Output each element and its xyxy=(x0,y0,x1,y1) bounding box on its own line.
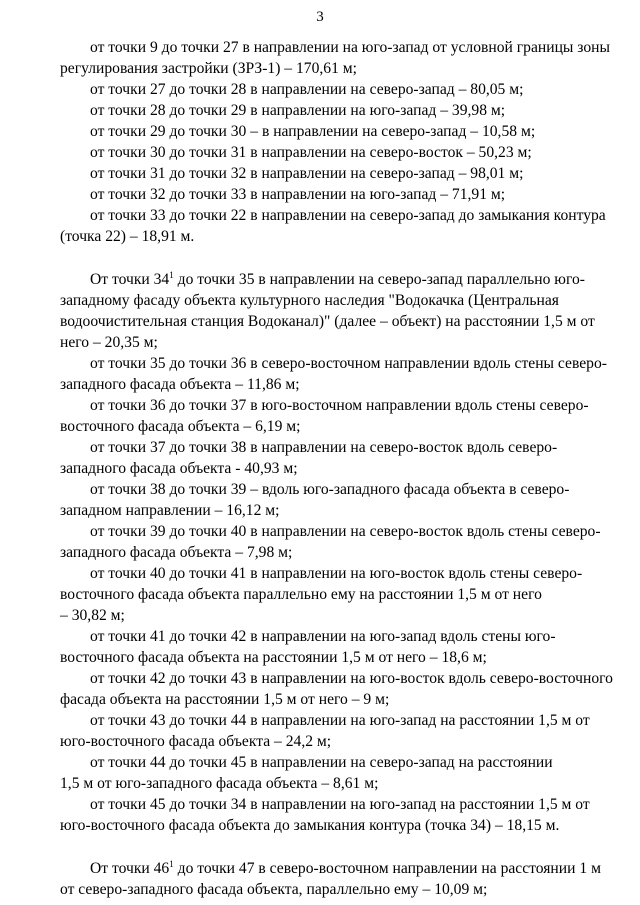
text-line: – 30,82 м; xyxy=(60,607,125,624)
text-span: до точки 35 в направлении на северо-запад параллельно юго- xyxy=(173,271,585,288)
text-line: от точки 27 до точки 28 в направлении на северо-запад – 80,05 м; xyxy=(90,81,524,98)
text-line: от точки 36 до точки 37 в юго-восточном направлении вдоль стены северо- xyxy=(90,397,589,414)
text-span: От точки 46 xyxy=(90,860,170,877)
text-line: от точки 31 до точки 32 в направлении на северо-запад – 98,01 м; xyxy=(90,165,524,182)
text-line: 1,5 м от юго-западного фасада объекта – 8,61 м; xyxy=(60,775,379,792)
text-line: от точки 45 до точки 34 в направлении на юго-запад на расстоянии 1,5 м от xyxy=(90,796,590,813)
text-line: западного фасада объекта - 40,93 м; xyxy=(60,460,298,477)
text-line: восточного фасада объекта – 6,19 м; xyxy=(60,418,301,435)
text-line: от точки 42 до точки 43 в направлении на юго-восток вдоль северо-восточного xyxy=(90,670,613,687)
text-line: восточного фасада объекта на расстоянии 1,5 м от него – 18,6 м; xyxy=(60,649,487,666)
document-body xyxy=(60,37,613,900)
text-line: (точка 22) – 18,91 м. xyxy=(60,228,195,245)
text-line: от точки 32 до точки 33 в направлении на юго-запад – 71,91 м; xyxy=(90,186,506,203)
text-line: от точки 40 до точки 41 в направлении на юго-восток вдоль стены северо- xyxy=(90,565,583,582)
text-line: него – 20,35 м; xyxy=(60,334,158,351)
text-line: от точки 43 до точки 44 в направлении на юго-запад на расстоянии 1,5 м от xyxy=(90,712,590,729)
text-line: от точки 28 до точки 29 в направлении на юго-запад – 39,98 м; xyxy=(90,102,506,119)
text-line xyxy=(90,37,610,58)
text-line: западному фасаду объекта культурного наследия "Водокачка (Центральная xyxy=(60,292,559,309)
text-line: от северо-западного фасада объекта, параллельно ему – 10,09 м; xyxy=(60,881,488,898)
text-line: восточного фасада объекта параллельно ему на расстоянии 1,5 м от него xyxy=(60,586,542,603)
text-line: от точки 35 до точки 36 в северо-восточном направлении вдоль стены северо- xyxy=(90,355,607,372)
superscript: 1 xyxy=(169,269,174,280)
text-line: водоочистительная станция Водоканал)" (далее – объект) на расстоянии 1,5 м от xyxy=(60,313,595,330)
paragraph-gap xyxy=(90,247,606,269)
text-line: от точки 41 до точки 42 в направлении на юго-запад вдоль стены юго- xyxy=(90,628,556,645)
text-line: юго-восточного фасада объекта – 24,2 м; xyxy=(60,733,332,750)
paragraph-gap xyxy=(90,836,606,858)
text-line: от точки 37 до точки 38 в направлении на северо-восток вдоль северо- xyxy=(90,439,558,456)
text-line: от точки 39 до точки 40 в направлении на северо-восток вдоль стены северо- xyxy=(90,523,601,540)
text-line: западного фасада объекта – 11,86 м; xyxy=(60,376,300,393)
text-line: от точки 29 до точки 30 – в направлении на северо-запад – 10,58 м; xyxy=(90,123,536,140)
text-line: от точки 38 до точки 39 – вдоль юго-западного фасада объекта в северо- xyxy=(90,481,570,498)
text-line: западном направлении – 16,12 м; xyxy=(60,502,280,519)
text-span: от точки 9 до точки 27 в направлении на юго-запад от условной границы зоны xyxy=(90,39,610,56)
text-line: от точки 44 до точки 45 в направлении на северо-запад на расстоянии xyxy=(90,754,553,771)
text-line xyxy=(90,858,606,879)
text-span: до точки 47 в северо-восточном направлении на расстоянии 1 м xyxy=(173,860,601,877)
text-line: регулирования застройки (ЗРЗ-1) – 170,61 м; xyxy=(60,60,357,77)
text-line: западного фасада объекта – 7,98 м; xyxy=(60,544,293,561)
text-line xyxy=(90,269,606,290)
text-line: от точки 30 до точки 31 в направлении на северо-восток – 50,23 м; xyxy=(90,144,532,161)
page-number: 3 xyxy=(316,9,324,25)
text-span: От точки 34 xyxy=(90,271,170,288)
text-line: фасада объекта на расстоянии 1,5 м от него – 9 м; xyxy=(60,691,390,708)
text-line: юго-восточного фасада объекта до замыкания контура (точка 34) – 18,15 м. xyxy=(60,817,560,834)
text-line: от точки 33 до точки 22 в направлении на северо-запад до замыкания контура xyxy=(90,207,606,224)
superscript: 1 xyxy=(169,858,174,869)
